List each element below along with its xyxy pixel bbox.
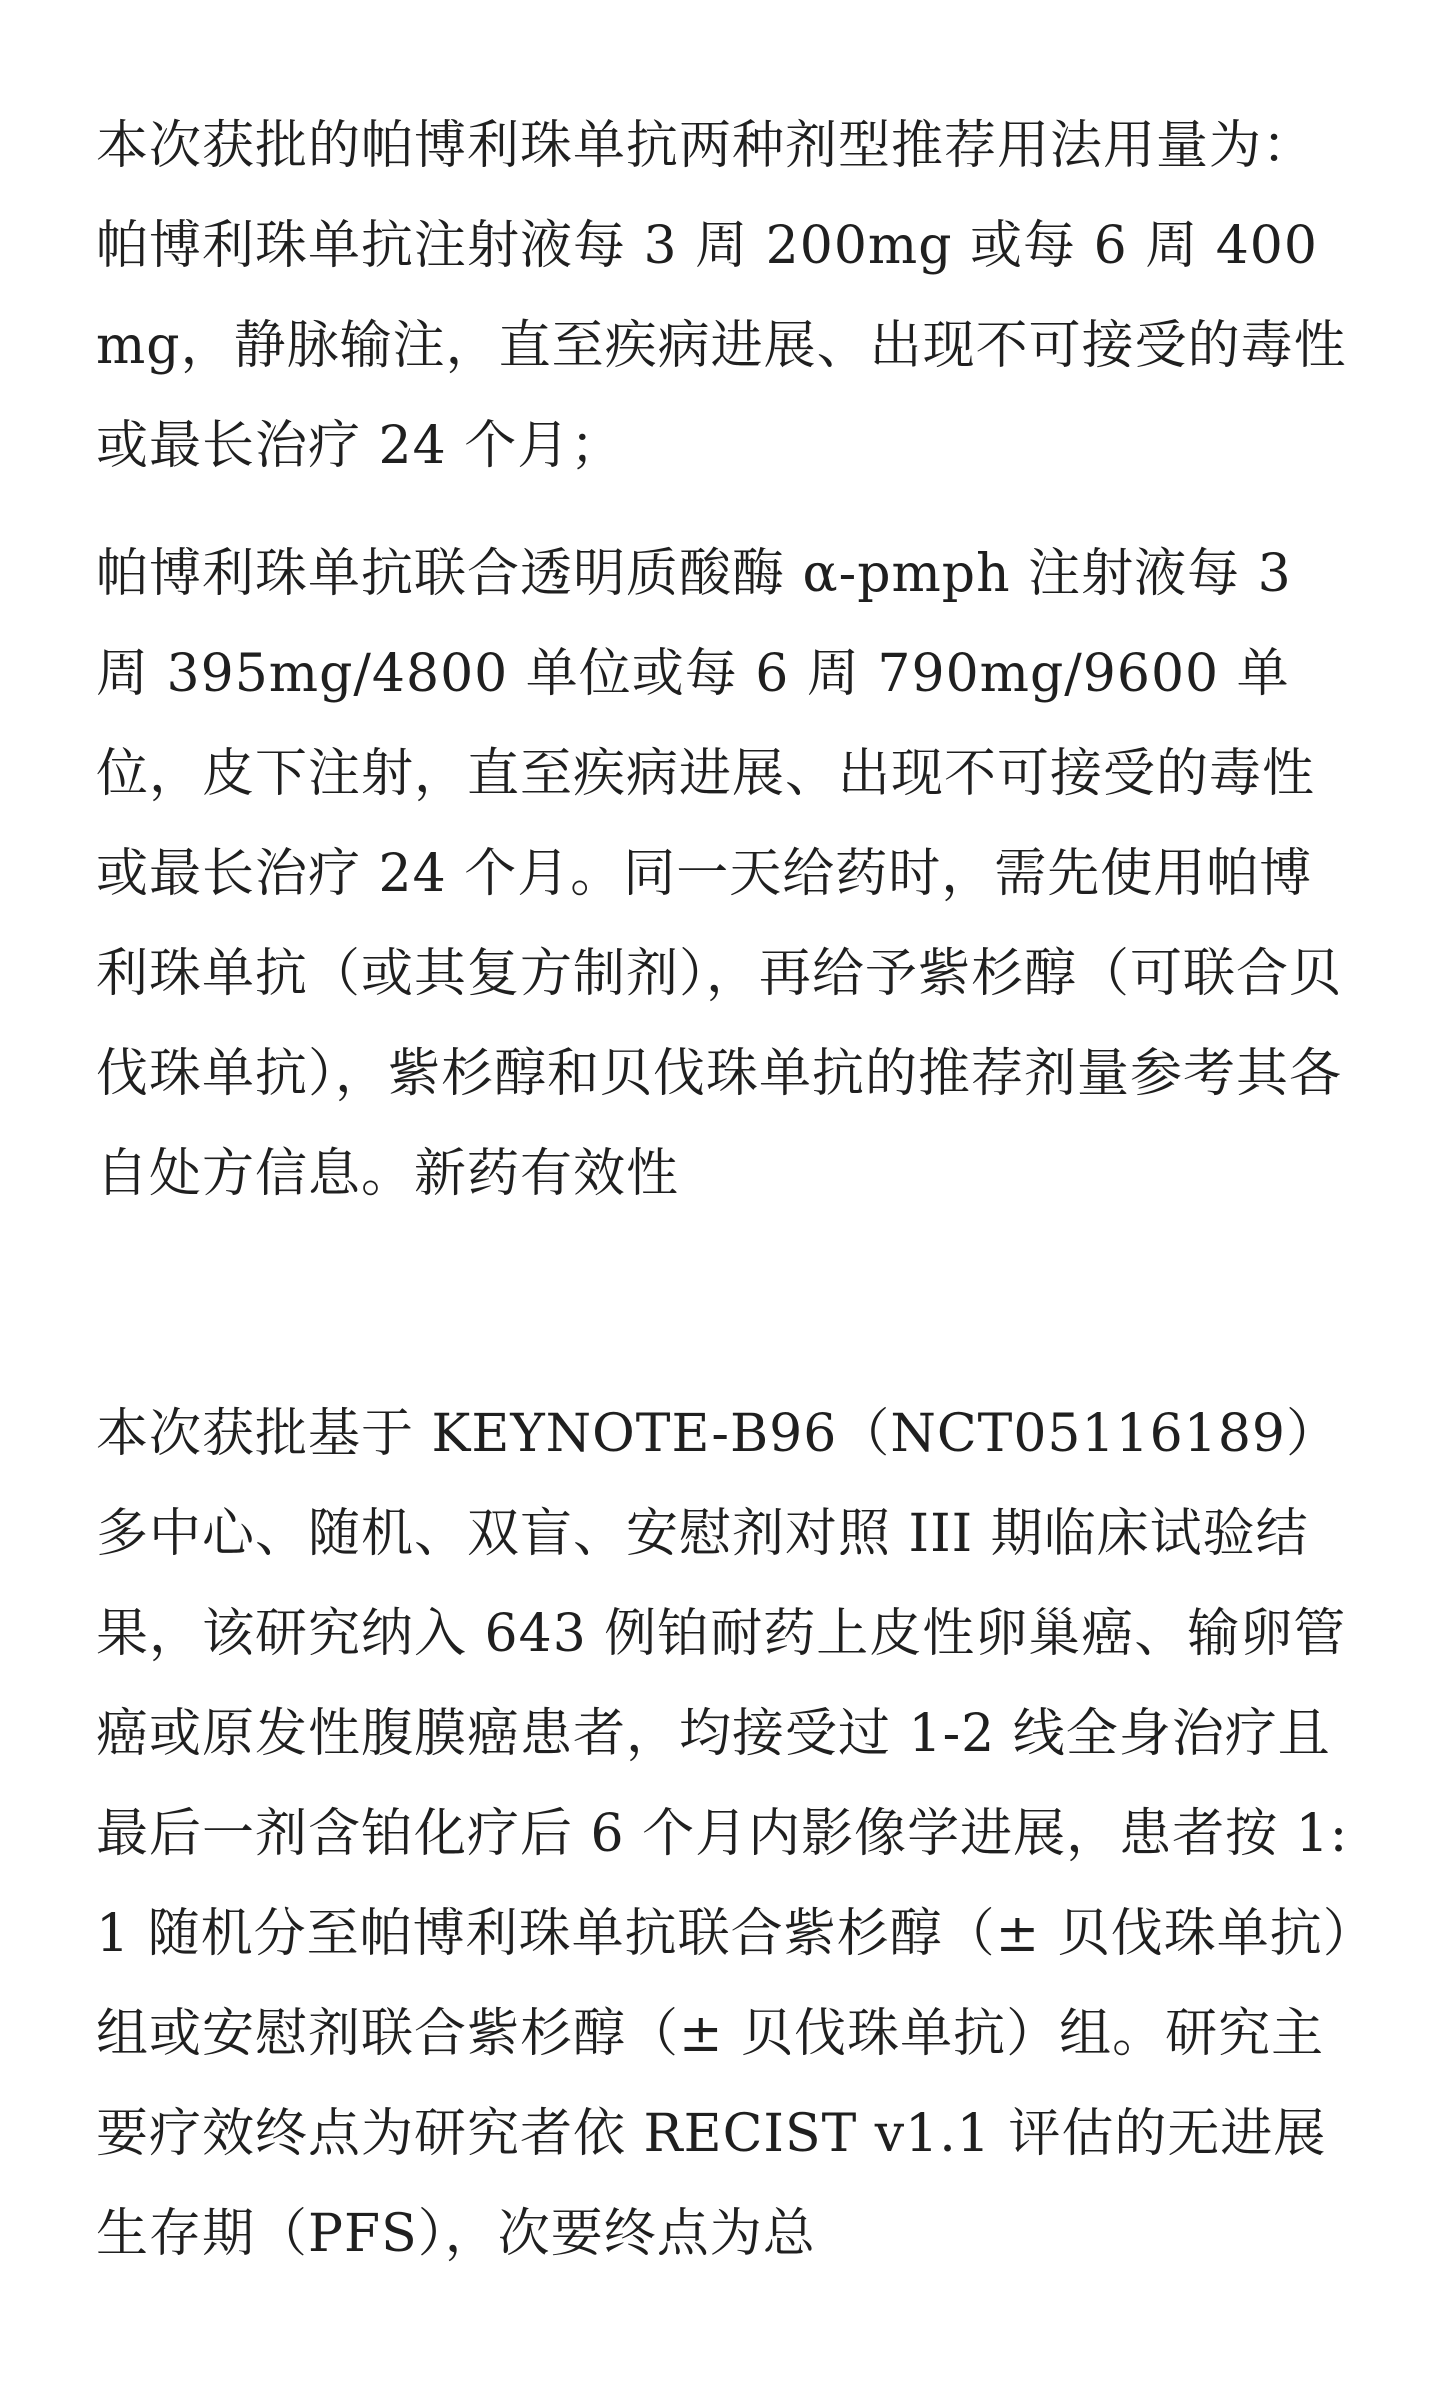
- article-body: [96, 96, 1352, 2284]
- paragraph-trial-results: 本次获批基于 KEYNOTE-B96（NCT05116189）多中心、随机、双盲、安慰剂对照 III 期临床试验结果，该研究纳入 643 例铂耐药上皮性卵巢癌、输卵管癌或原发性腹膜癌患者，均接受过 1-2 线全身治疗且最后一剂含铂化疗后 6 个月内影像学进展，患者按 1:1 随机分至帕博利珠单抗联合紫杉醇（± 贝伐珠单抗）组或安慰剂联合紫杉醇（± 贝伐珠单抗）组。研究主要疗效终点为研究者依 RECIST v1.1 评估的无进展生存期（PFS），次要终点为总: [96, 1404, 1350, 2264]
- paragraph-dosage-subcutaneous: 帕博利珠单抗联合透明质酸酶 α-pmph 注射液每 3 周 395mg/4800 单位或每 6 周 790mg/9600 单位，皮下注射，直至疾病进展、出现不可接受的毒性或最长治疗 24 个月。同一天给药时，需先使用帕博利珠单抗（或其复方制剂），再给予紫杉醇（可联合贝伐珠单抗），紫杉醇和贝伐珠单抗的推荐剂量参考其各自处方信息。新药有效性: [96, 544, 1343, 1204]
- paragraph-dosage-iv: 本次获批的帕博利珠单抗两种剂型推荐用法用量为：帕博利珠单抗注射液每 3 周 200mg 或每 6 周 400mg，静脉输注，直至疾病进展、出现不可接受的毒性或最长治疗 24 个月；: [96, 116, 1347, 476]
